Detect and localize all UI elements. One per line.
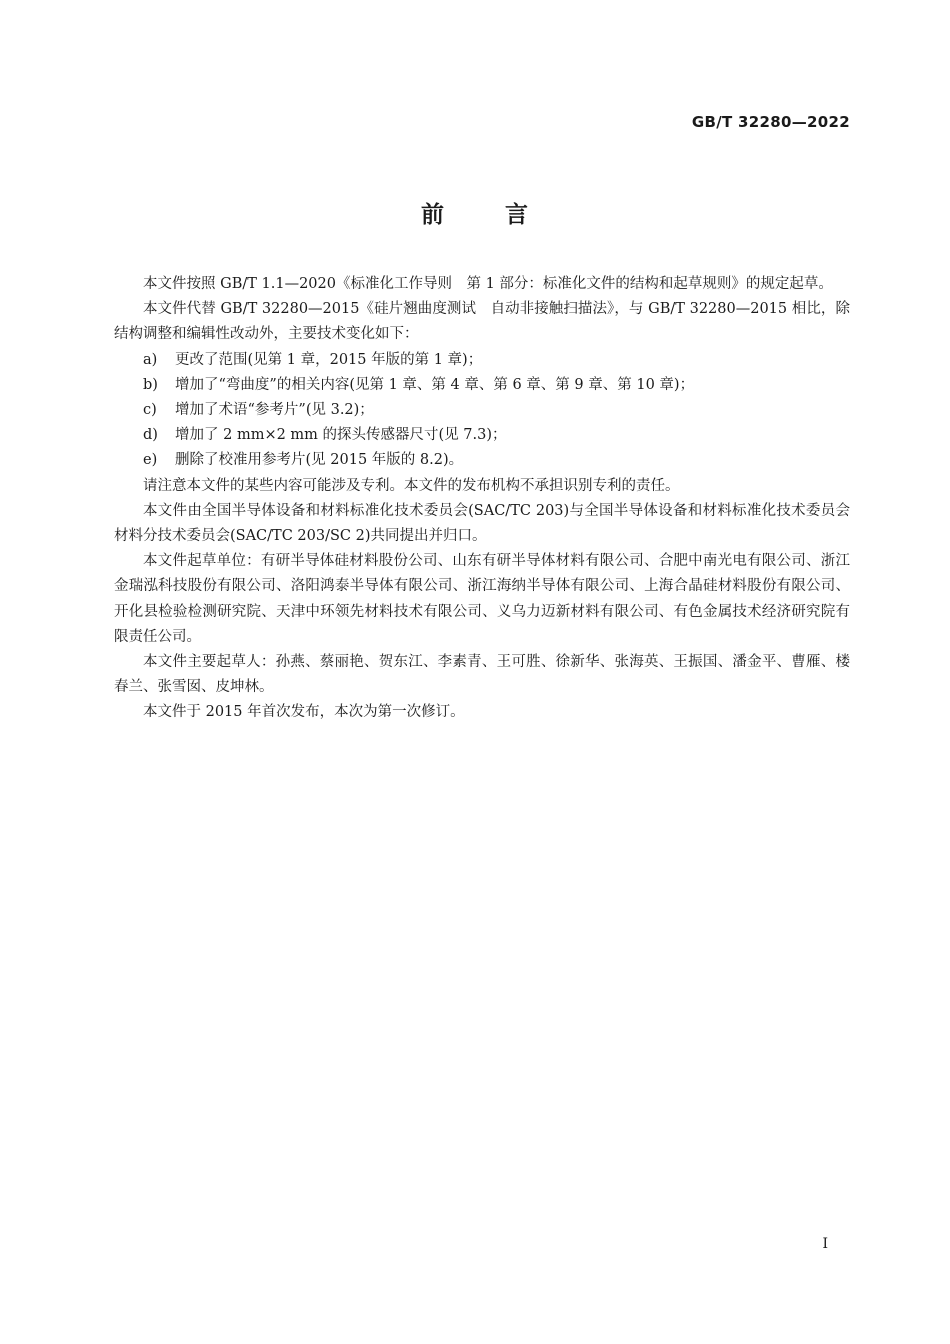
list-item-text: 增加了 2 mm×2 mm 的探头传感器尺寸(见 7.3)； (175, 427, 507, 444)
title-char-right: 言 (505, 202, 529, 228)
list-item-label: c) (143, 402, 157, 419)
document-body (114, 272, 850, 726)
paragraph-drafters: 本文件主要起草人：孙燕、蔡丽艳、贺东江、李素青、王可胜、徐新华、张海英、王振国、潘金平、曹雁、楼春兰、张雪囡、皮坤林。 (114, 654, 850, 696)
list-item (114, 373, 850, 398)
list-item-text: 删除了校准用参考片(见 2015 年版的 8.2)。 (175, 452, 464, 469)
list-item-label: d) (143, 427, 158, 444)
page-number: I (822, 1236, 828, 1252)
list-item (114, 348, 850, 373)
list-item-text: 更改了范围(见第 1 章，2015 年版的第 1 章)； (175, 351, 483, 368)
list-item (114, 423, 850, 448)
list-item (114, 448, 850, 473)
list-item-label: b) (143, 376, 158, 393)
list-item-text: 增加了“弯曲度”的相关内容(见第 1 章、第 4 章、第 6 章、第 9 章、第 10 章)； (175, 376, 695, 393)
paragraph-proposer: 本文件由全国半导体设备和材料标准化技术委员会(SAC/TC 203)与全国半导体设备和材料标准化技术委员会材料分技术委员会(SAC/TC 203/SC 2)共同提出并归口。 (114, 502, 850, 545)
list-item (114, 398, 850, 423)
paragraph-drafting-basis: 本文件按照 GB/T 1.1—2020《标准化工作导则 第 1 部分：标准化文件的结构和起草规则》的规定起草。 (143, 276, 833, 292)
paragraph-replacement: 本文件代替 GB/T 32280—2015《硅片翘曲度测试 自动非接触扫描法》，与 GB/T 32280—2015 相比，除结构调整和编辑性改动外，主要技术变化如下： (114, 301, 850, 343)
paragraph-drafting-units: 本文件起草单位：有研半导体硅材料股份公司、山东有研半导体材料有限公司、合肥中南光电有限公司、浙江金瑞泓科技股份有限公司、洛阳鸿泰半导体有限公司、浙江海纳半导体有限公司、上海合晶硅材料股份有限公司、开化县检验检测研究院、天津中环领先材料技术有限公司、义乌力迈新材料有限公司、有色金属技术经济研究院有限责任公司。 (114, 553, 850, 645)
list-item-text: 增加了术语“参考片”(见 3.2)； (175, 402, 374, 419)
standard-code: GB/T 32280—2022 (691, 113, 850, 131)
list-item-label: a) (143, 351, 158, 368)
page-title (0, 196, 950, 229)
paragraph-patent-notice: 请注意本文件的某些内容可能涉及专利。本文件的发布机构不承担识别专利的责任。 (143, 477, 680, 494)
list-item-label: e) (143, 452, 158, 469)
paragraph-history: 本文件于 2015 年首次发布，本次为第一次修订。 (143, 704, 465, 721)
title-char-left: 前 (421, 202, 445, 228)
